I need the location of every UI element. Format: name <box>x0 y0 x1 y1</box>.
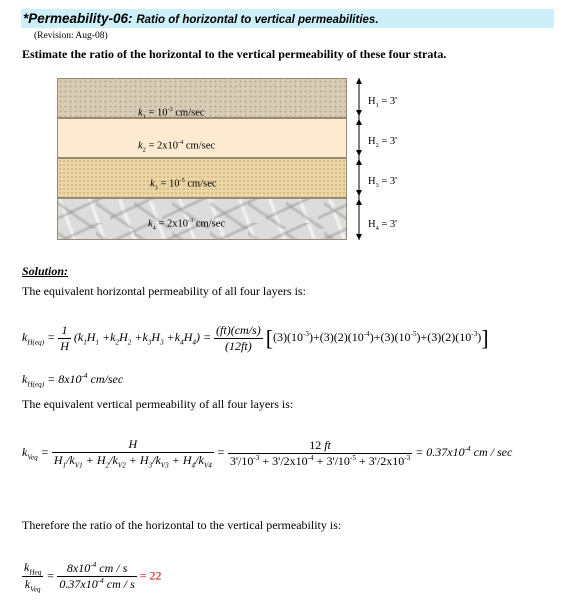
solution-line-1: The equivalent horizontal permeability of all four layers is: <box>22 284 306 298</box>
solution-line-2: The equivalent vertical permeability of all four layers is: <box>22 397 294 411</box>
solution-line-3: Therefore the ratio of the horizontal to the vertical permeability is: <box>22 518 342 532</box>
question-text: Estimate the ratio of the horizontal to the vertical permeability of these four strata. <box>22 47 447 61</box>
ratio-equation: $\frac{k_{Heq}}{k_{Veq}}$ = $\frac{8x10^{-4} cm / s}{0.37x10^{-4} cm / s}$ = 22 <box>24 560 162 594</box>
thickness-dimensions <box>354 76 424 242</box>
kh-equation: $k_{H(eq)}$ = $\frac{1}{H}$ $(k_1H_1 +k_2H_2 +k_3H_3 +k_4H_4)$ = $\frac{(ft)(cm/s)}{(12ft)}$ $[(3)(10^{-3})+(3)(2)(10^{-4})+(3)(10^{-5})+(3)(2)(10^{-3})]$ <box>22 323 489 353</box>
k3-label: $k_3 = 10^{-5}$ cm/sec <box>150 177 217 192</box>
ratio-result: = 22 <box>139 568 162 583</box>
stratum-1 <box>57 78 347 118</box>
problem-title <box>21 9 554 28</box>
k4-label: $k_4 = 2x10^{-3}$ cm/sec <box>148 217 226 232</box>
title-main: *Permeability-06: <box>23 11 133 26</box>
k2-label: $k_2 = 2x10^{-4}$ cm/sec <box>138 139 216 154</box>
stratum-2 <box>57 118 347 158</box>
h3-label: $H_3 = 3'$ <box>368 176 398 190</box>
title-sub: Ratio of horizontal to vertical permeabilities. <box>136 14 379 26</box>
dimension-arrows <box>354 76 366 242</box>
h1-label: $H_1 = 3'$ <box>368 96 398 110</box>
kh-result-value: $8x10^{-4}$ cm/sec <box>58 372 124 386</box>
kv-result-value: = $0.37x10^{-4}$ cm / sec <box>415 444 513 459</box>
stratum-3 <box>57 158 347 198</box>
k1-label: $k = 10^{-3}$ cm/sec <box>138 106 205 119</box>
kh-result: $k_{H(eq)} = 8x10^{-4}$ cm/sec <box>22 372 124 389</box>
kv-equation: $k_{Veq}$ = $\frac{H}{H_1/k_{V1} + H_2/k_{V2} + H_3/k_{V3} + H_4/k_{V4}}$ = $\frac{12 ft}{3'/10^{-3} + 3'/2x10^{-4} + 3'/10^{-5} + 3'/2x10^{-3}}$ = $0.37x10^{-4}$ cm / sec <box>22 437 513 470</box>
solution-heading: Solution: <box>22 264 69 278</box>
h4-label: $H_4 = 3'$ <box>368 219 398 233</box>
strata-diagram <box>57 78 347 240</box>
stratum-4 <box>57 198 347 240</box>
h2-label: $H_2 = 3'$ <box>368 136 398 150</box>
revision-note: (Revision: Aug-08) <box>34 31 108 41</box>
